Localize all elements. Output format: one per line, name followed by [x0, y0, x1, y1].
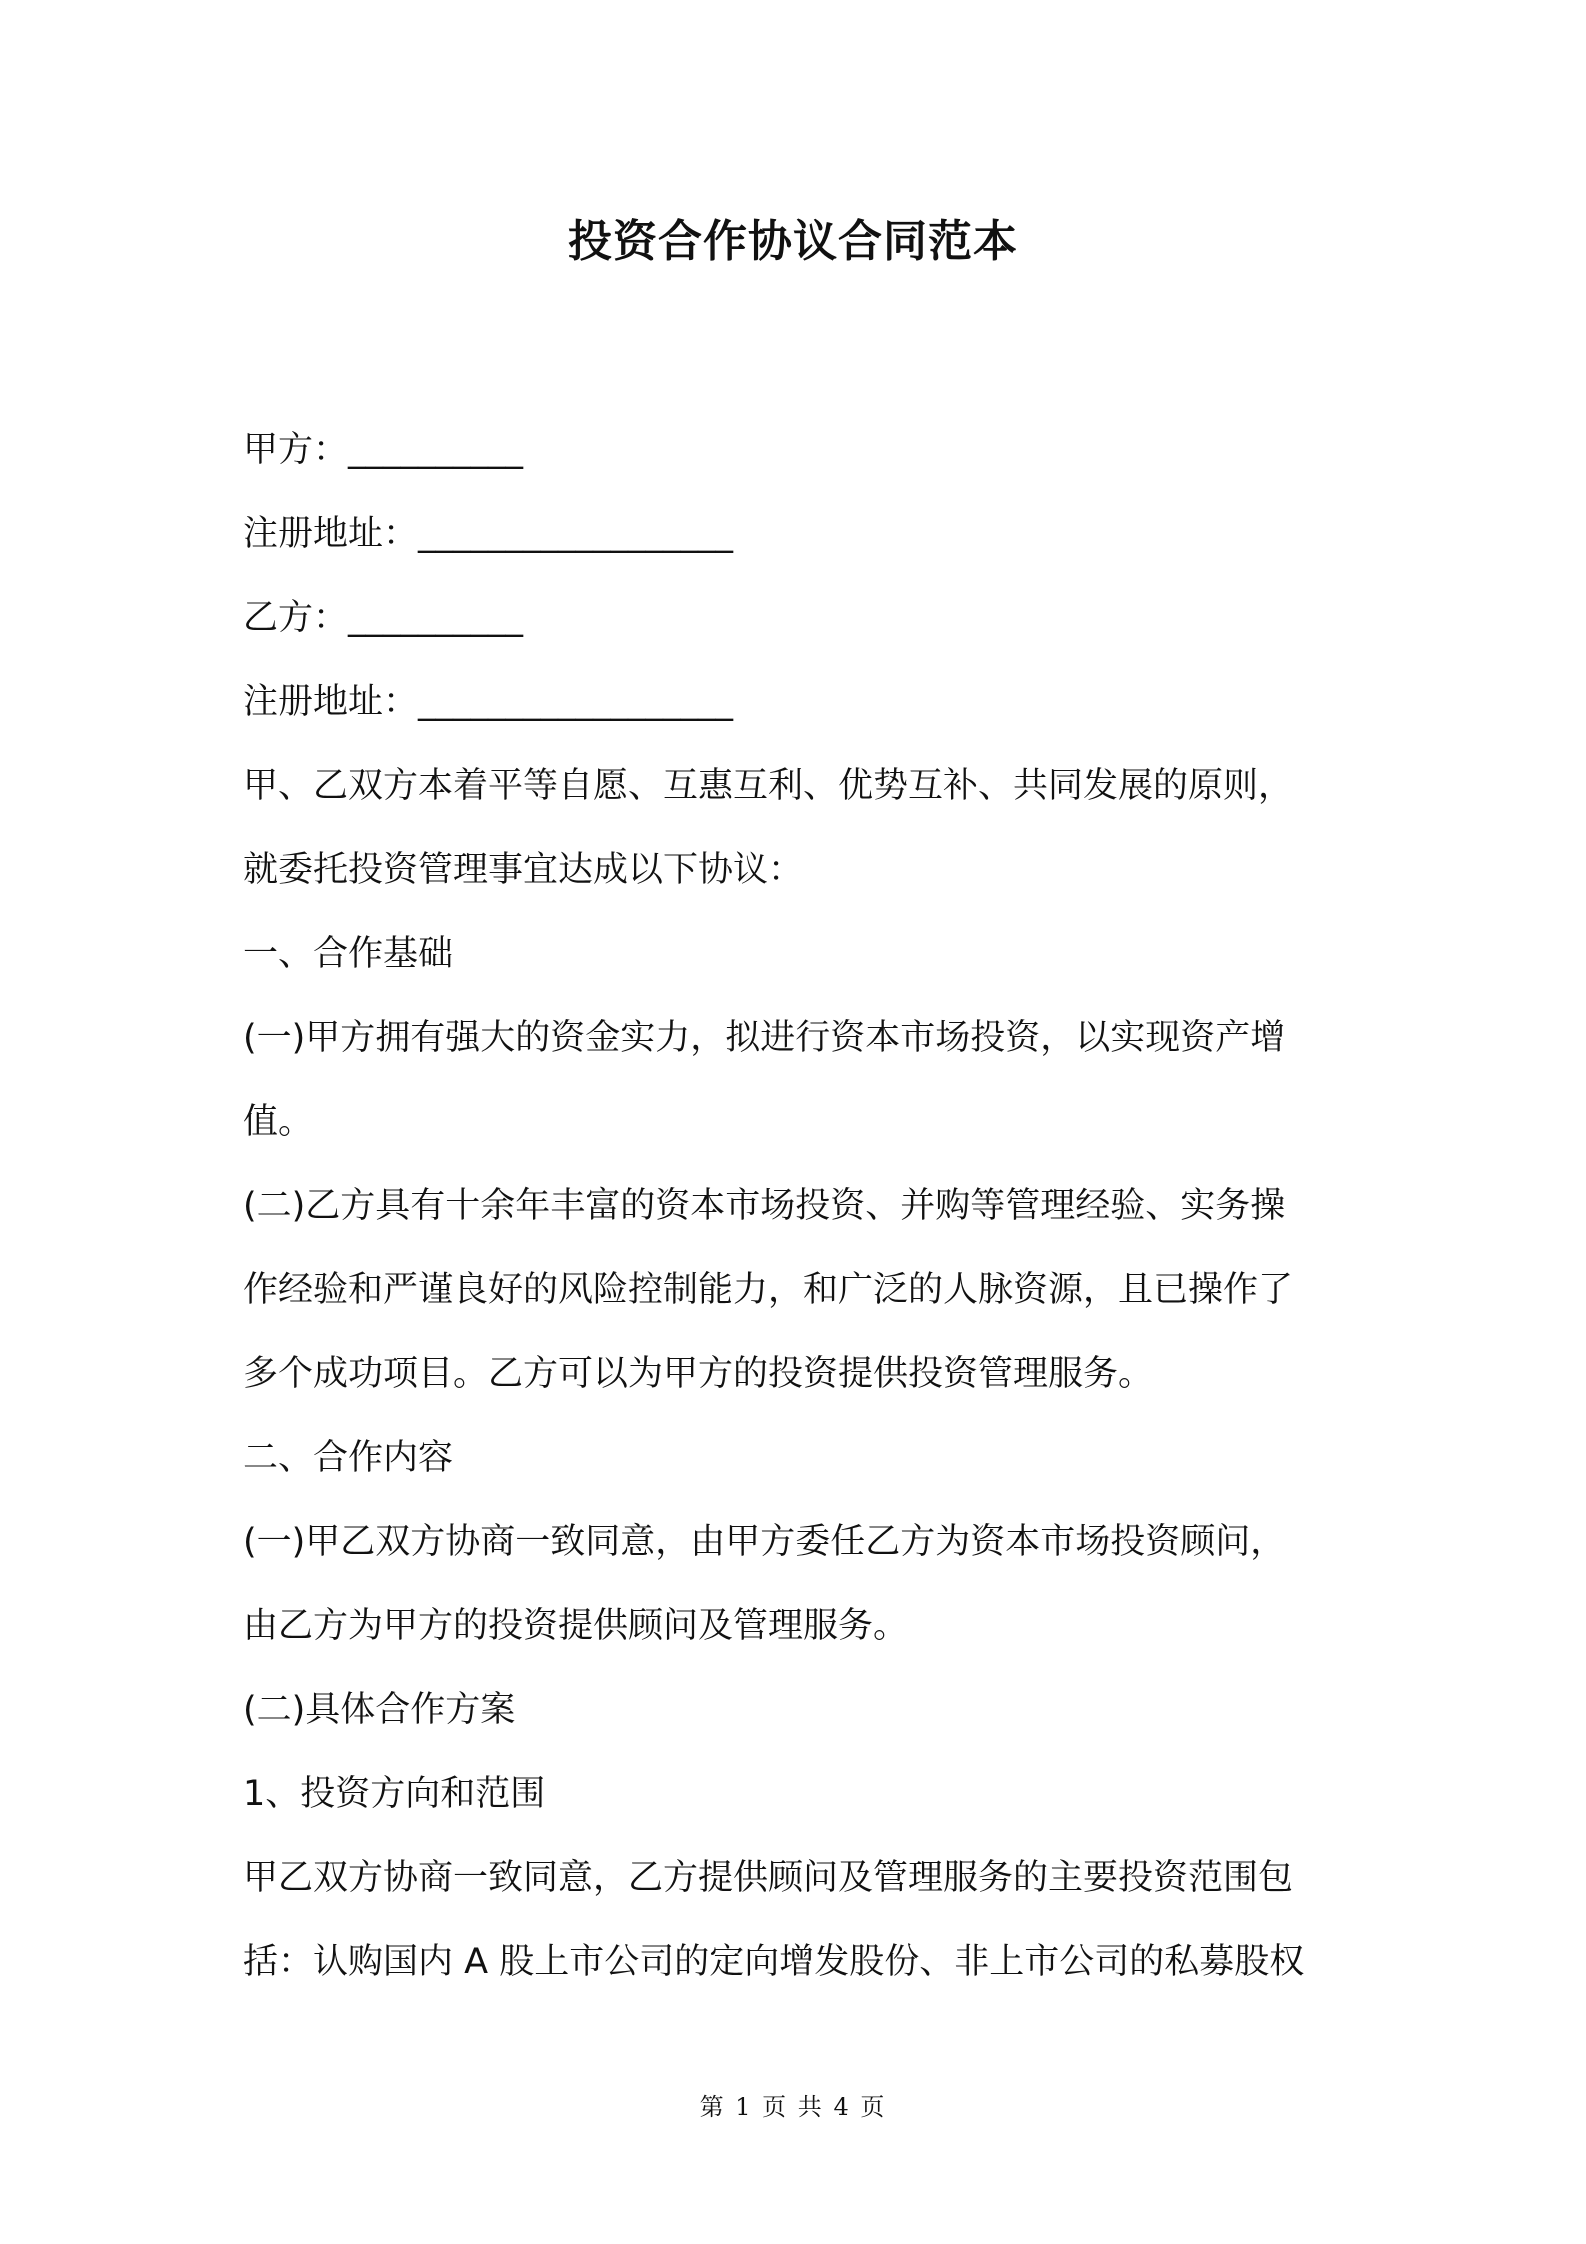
section-heading: 一、合作基础 — [243, 934, 454, 974]
paragraph-line: 作经验和严谨良好的风险控制能力，和广泛的人脉资源，且已操作了 — [243, 1270, 1294, 1310]
party-b-address-line: 注册地址：__________________ — [243, 682, 734, 722]
paragraph-line: 值。 — [243, 1102, 314, 1142]
paragraph-line: (二)乙方具有十余年丰富的资本市场投资、并购等管理经验、实务操 — [243, 1186, 1286, 1226]
document-title: 投资合作协议合同范本 — [568, 216, 1018, 267]
paragraph-line: (一)甲方拥有强大的资金实力，拟进行资本市场投资，以实现资产增 — [243, 1018, 1286, 1058]
subsection-heading: 1、投资方向和范围 — [243, 1774, 546, 1814]
paragraph-line: 就委托投资管理事宜达成以下协议： — [243, 850, 804, 890]
party-a-address-line: 注册地址：__________________ — [243, 514, 734, 554]
paragraph-line: 甲乙双方协商一致同意，乙方提供顾问及管理服务的主要投资范围包 — [243, 1858, 1294, 1898]
section-heading: 二、合作内容 — [243, 1438, 454, 1478]
paragraph-line: (一)甲乙双方协商一致同意，由甲方委任乙方为资本市场投资顾问， — [243, 1522, 1286, 1562]
document-body — [243, 408, 1363, 2004]
paragraph-line: 括：认购国内 A 股上市公司的定向增发股份、非上市公司的私募股权 — [243, 1942, 1305, 1982]
page-number: 第 1 页 共 4 页 — [699, 2093, 887, 2121]
party-a-line: 甲方：__________ — [243, 430, 524, 470]
paragraph-line: 由乙方为甲方的投资提供顾问及管理服务。 — [243, 1606, 909, 1646]
paragraph-line: 多个成功项目。乙方可以为甲方的投资提供投资管理服务。 — [243, 1354, 1154, 1394]
subsection-heading: (二)具体合作方案 — [243, 1690, 516, 1730]
paragraph-line: 甲、乙双方本着平等自愿、互惠互利、优势互补、共同发展的原则， — [243, 766, 1294, 806]
party-b-line: 乙方：__________ — [243, 598, 524, 638]
